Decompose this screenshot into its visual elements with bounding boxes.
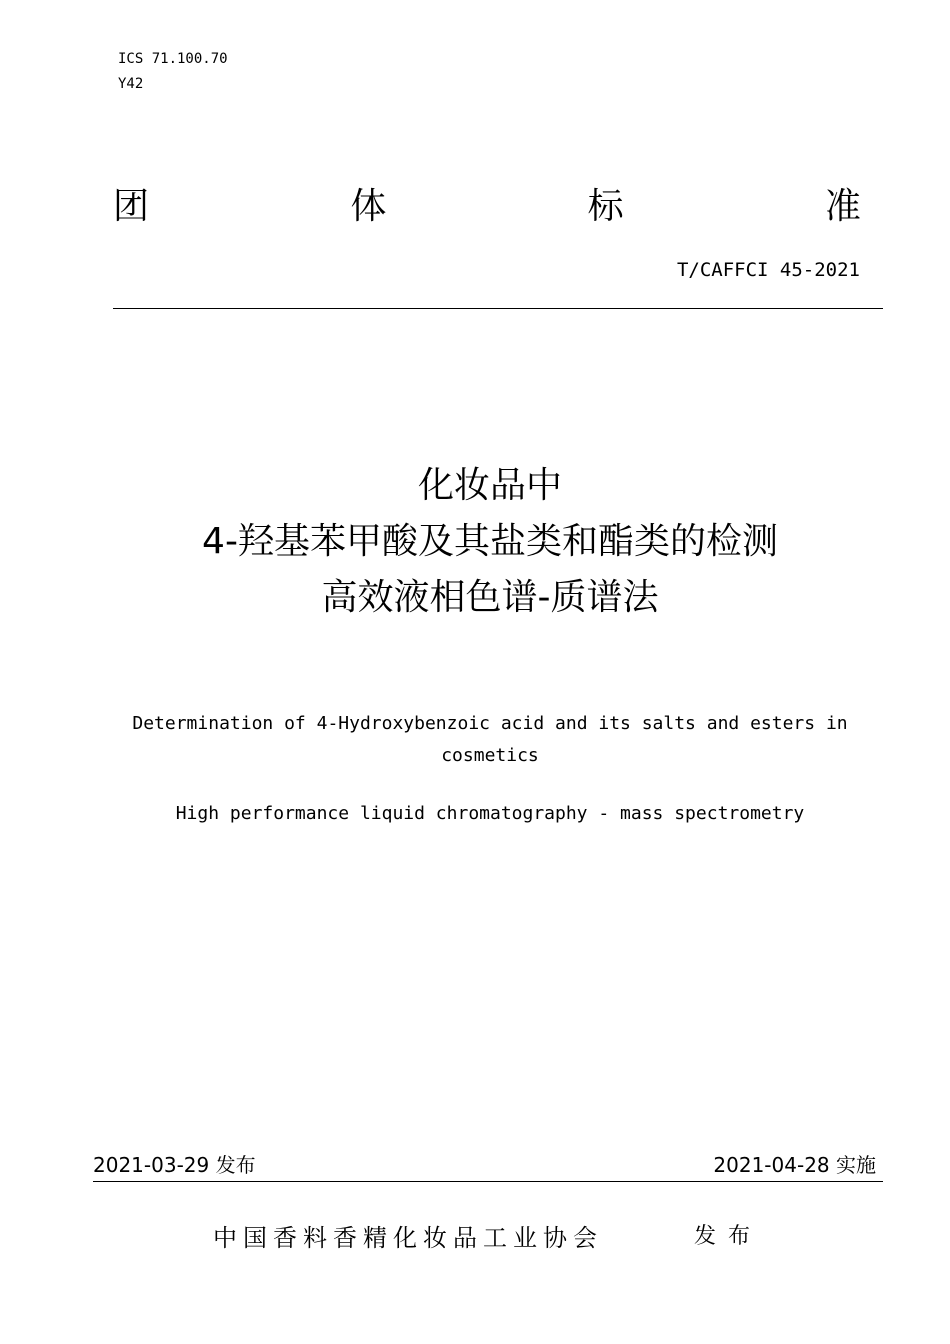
- english-title: [100, 708, 880, 772]
- top-divider: [113, 308, 883, 309]
- chinese-title-line: 化妆品中: [417, 465, 562, 506]
- chinese-title-line: 高效液相色谱-质谱法: [321, 577, 659, 618]
- issue-date: 2021-03-29 发布: [93, 1153, 256, 1177]
- standard-number: T/CAFFCI 45-2021: [676, 259, 860, 281]
- publisher-issue-label: 发布: [694, 1224, 763, 1249]
- bottom-divider: [93, 1181, 883, 1182]
- standard-type-char: 标: [587, 186, 624, 227]
- chinese-title-line: 4-羟基苯甲酸及其盐类和酯类的检测: [202, 521, 778, 562]
- chinese-title: [0, 458, 950, 626]
- english-subtitle: High performance liquid chromatography - mass spectrometry: [175, 803, 805, 824]
- implementation-date: 2021-04-28 实施: [713, 1153, 876, 1177]
- standard-type-heading: [113, 183, 861, 231]
- publisher-name: 中国香料香精化妆品工业协会: [213, 1224, 603, 1252]
- english-title-line: cosmetics: [441, 745, 539, 766]
- standard-type-char: 团: [113, 186, 150, 227]
- classification-code: Y42: [118, 76, 144, 92]
- standard-type-char: 准: [824, 186, 861, 227]
- ics-code: ICS 71.100.70: [118, 51, 228, 67]
- standard-type-char: 体: [350, 186, 387, 227]
- english-title-line: Determination of 4-Hydroxybenzoic acid and its salts and esters in: [132, 713, 848, 734]
